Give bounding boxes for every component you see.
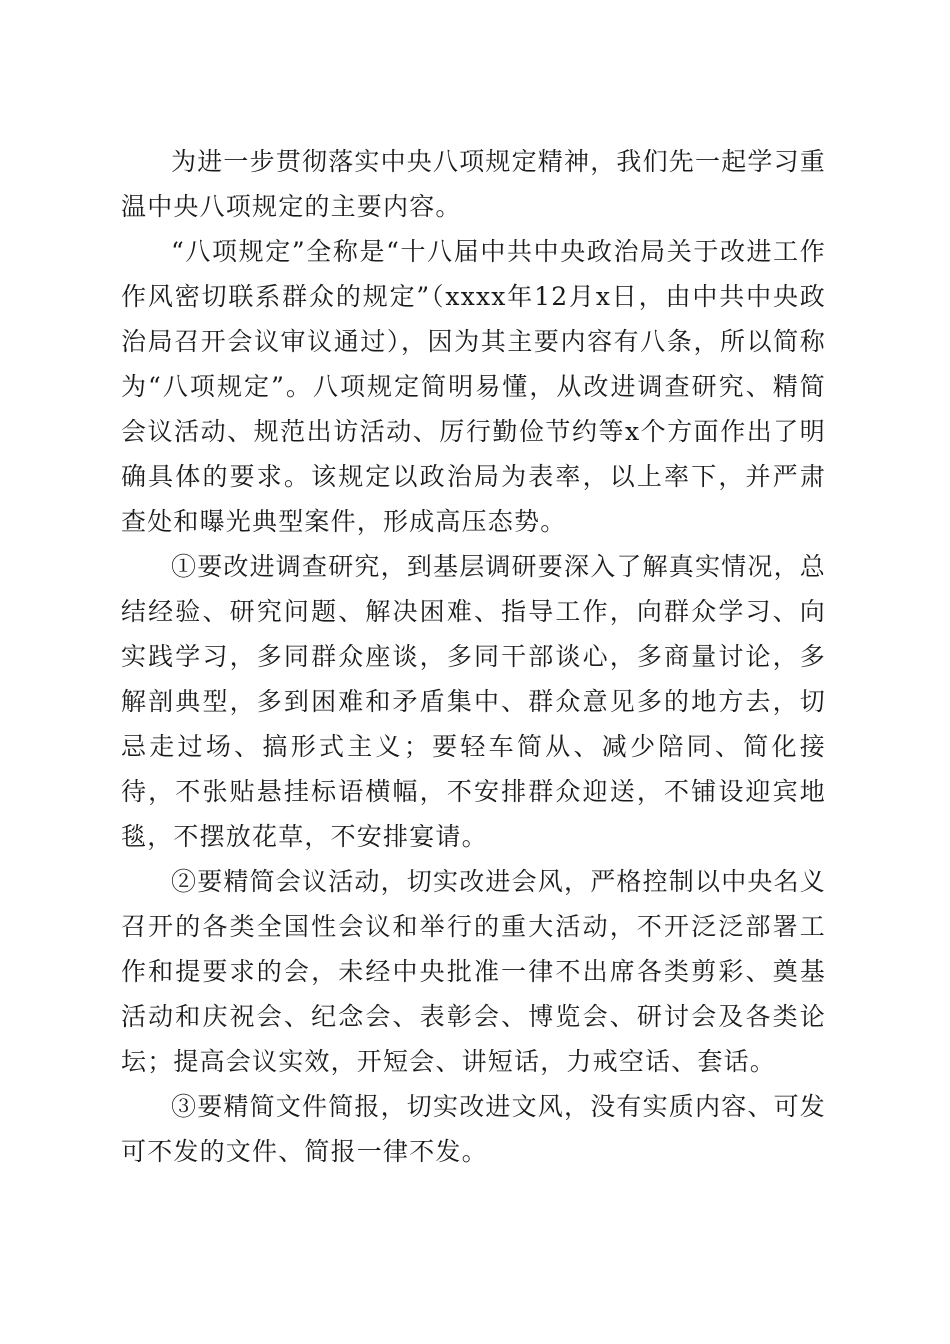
- paragraph-intro: 为进一步贯彻落实中央八项规定精神，我们先一起学习重温中央八项规定的主要内容。: [121, 147, 827, 221]
- paragraph-rule-1: ①要改进调查研究，到基层调研要深入了解真实情况，总结经验、研究问题、解决困难、指导工作，向群众学习、向实践学习，多同群众座谈，多同干部谈心，多商量讨论，多解剖典型，多到困难和矛盾集中、群众意见多的地方去，切忌走过场、搞形式主义；要轻车简从、减少陪同、简化接待，不张贴悬挂标语横幅，不安排群众迎送，不铺设迎宾地毯，不摆放花草，不安排宴请。: [121, 552, 827, 851]
- paragraph-rule-2: ②要精简会议活动，切实改进会风，严格控制以中央名义召开的各类全国性会议和举行的重大活动，不开泛泛部署工作和提要求的会，未经中央批准一律不出席各类剪彩、奠基活动和庆祝会、纪念会、表彰会、博览会、研讨会及各类论坛；提高会议实效，开短会、讲短话，力戒空话、套话。: [121, 867, 827, 1076]
- document-body: [121, 139, 826, 1174]
- paragraph-definition: “八项规定”全称是“十八届中共中央政治局关于改进工作作风密切联系群众的规定”（xxxx年12月x日，由中共中央政治局召开会议审议通过），因为其主要内容有八条，所以简称为“八项规定”。八项规定简明易懂，从改进调查研究、精简会议活动、规范出访活动、厉行勤俭节约等x个方面作出了明确具体的要求。该规定以政治局为表率，以上率下，并严肃查处和曝光典型案件，形成高压态势。: [121, 237, 826, 536]
- paragraph-rule-3: ③要精简文件简报，切实改进文风，没有实质内容、可发可不发的文件、简报一律不发。: [121, 1092, 827, 1166]
